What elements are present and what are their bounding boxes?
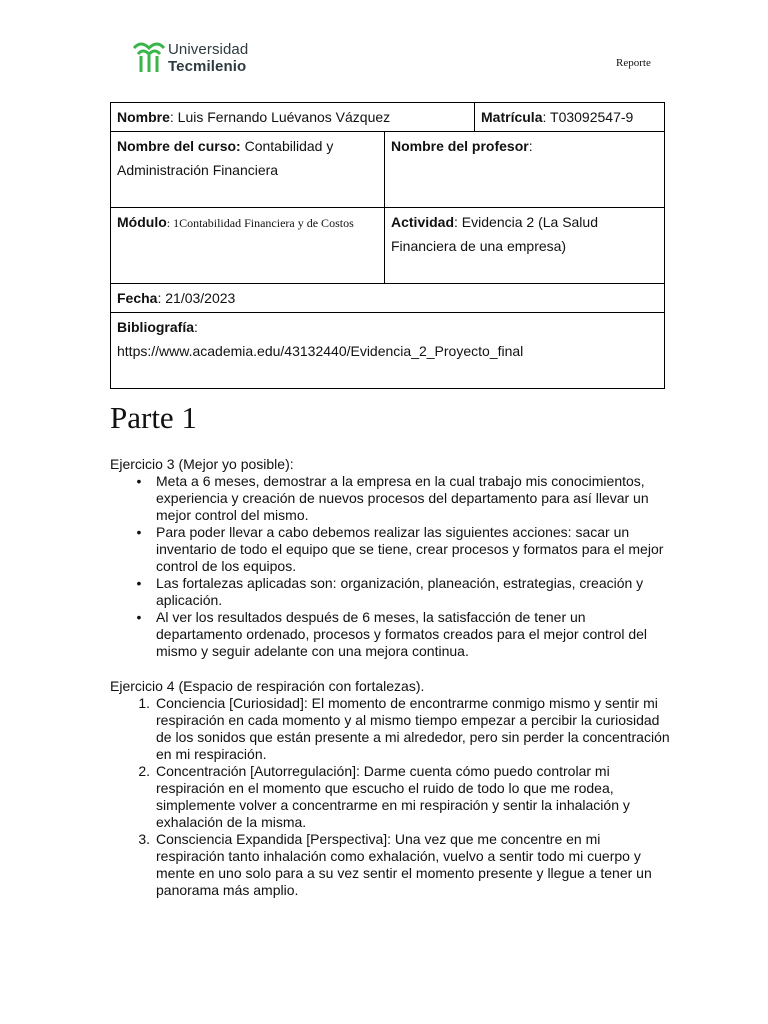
document-body xyxy=(110,456,670,899)
list-item-text: Meta a 6 meses, demostrar a la empresa en la cual trabajo mis conocimientos, experiencia y creación de nuevos procesos del departamento para así llevar un mejor control del mismo. xyxy=(156,473,649,523)
actividad-value: : Evidencia 2 (La Salud Financiera de una empresa) xyxy=(391,214,598,254)
list-item-text: Las fortalezas aplicadas son: organización, planeación, estrategias, creación y aplicación. xyxy=(156,575,644,608)
curso-label: Nombre del curso: xyxy=(117,138,241,154)
list-item xyxy=(110,473,670,524)
fecha-label: Fecha xyxy=(117,290,158,306)
curso-cell xyxy=(111,132,385,208)
table-row xyxy=(111,132,665,208)
fecha-cell xyxy=(111,284,665,313)
actividad-cell xyxy=(385,208,665,284)
list-item-text: Consciencia Expandida [Perspectiva]: Una vez que me concentre en mi respiración tanto inhalación como exhalación, vuelvo a sentir todo mi cuerpo y mente en uno solo para a su vez sentir el momento presente y llegue a tener un panorama más amplio. xyxy=(156,831,652,898)
page-header xyxy=(0,0,768,90)
bibliografia-label: Bibliografía xyxy=(117,319,195,335)
list-item-text: Para poder llevar a cabo debemos realizar las siguientes acciones: sacar un inventario de todo el equipo que se tiene, crear procesos y formatos para el mejor control de los equipos. xyxy=(156,524,664,574)
list-item-number: 2. xyxy=(138,763,150,779)
curso-value: Contabilidad y Administración Financiera xyxy=(117,138,334,178)
student-info-table xyxy=(110,102,665,389)
list-item-text: Al ver los resultados después de 6 meses, la satisfacción de tener un departamento ordenado, procesos y formatos creados para el mejor control del mismo y seguir adelante con una mejora continua. xyxy=(156,609,648,659)
logo-text-universidad: Universidad xyxy=(168,41,249,58)
table-row xyxy=(111,284,665,313)
ejercicio4-list xyxy=(110,695,670,899)
list-item-text: Conciencia [Curiosidad]: El momento de encontrarme conmigo mismo y sentir mi respiración en cada momento y al mismo tiempo empezar a percibir la curiosidad de los sonidos que están presente a mi alrededor, pero sin perder la concentración en mi respiración. xyxy=(156,695,670,762)
report-label: Reporte xyxy=(616,57,651,69)
list-item-text: Concentración [Autorregulación]: Darme cuenta cómo puedo controlar mi respiración en el momento que escucho el ruido de todo lo que me rodea, simplemente volver a concentrarme en mi respiración y sentir la inhalación y exhalación de la misma. xyxy=(156,763,630,830)
bullet-icon: • xyxy=(136,473,142,489)
ejercicio3-list xyxy=(110,473,670,660)
bullet-icon: • xyxy=(136,575,142,591)
ejercicio4-heading: Ejercicio 4 (Espacio de respiración con fortalezas). xyxy=(110,678,425,694)
list-item-number: 3. xyxy=(138,831,150,847)
university-logo xyxy=(132,38,272,78)
fecha-value: : 21/03/2023 xyxy=(157,290,236,306)
table-row xyxy=(111,313,665,389)
ejercicio3-heading: Ejercicio 3 (Mejor yo posible): xyxy=(110,456,294,472)
bibliografia-cell xyxy=(111,313,665,389)
modulo-value: : 1Contabilidad Financiera y de Costos xyxy=(166,216,354,230)
section-title: Parte 1 xyxy=(110,400,197,435)
profesor-value: : xyxy=(528,138,533,154)
nombre-label: Nombre xyxy=(117,109,170,125)
bibliografia-colon: : xyxy=(194,319,198,335)
matricula-label: Matrícula xyxy=(481,109,543,125)
nombre-value: : Luis Fernando Luévanos Vázquez xyxy=(169,109,391,125)
matricula-cell xyxy=(475,103,665,132)
list-item xyxy=(110,609,670,660)
bullet-icon: • xyxy=(136,609,142,625)
bullet-icon: • xyxy=(136,524,142,540)
list-item xyxy=(110,524,670,575)
logo-text-tecmilenio: Tecmilenio xyxy=(168,58,247,75)
matricula-value: : T03092547-9 xyxy=(542,109,634,125)
nombre-cell xyxy=(111,103,475,132)
profesor-label: Nombre del profesor xyxy=(391,138,529,154)
table-row xyxy=(111,208,665,284)
list-item xyxy=(110,763,670,831)
profesor-cell xyxy=(385,132,665,208)
table-row xyxy=(111,103,665,132)
actividad-label: Actividad xyxy=(391,214,455,230)
list-item xyxy=(110,575,670,609)
list-item xyxy=(110,695,670,763)
modulo-cell xyxy=(111,208,385,284)
list-item xyxy=(110,831,670,899)
bibliografia-url: https://www.academia.edu/43132440/Evidencia_2_Proyecto_final xyxy=(117,343,524,359)
logo-mark-icon xyxy=(132,38,166,74)
modulo-label: Módulo xyxy=(117,214,167,230)
list-item-number: 1. xyxy=(138,695,150,711)
